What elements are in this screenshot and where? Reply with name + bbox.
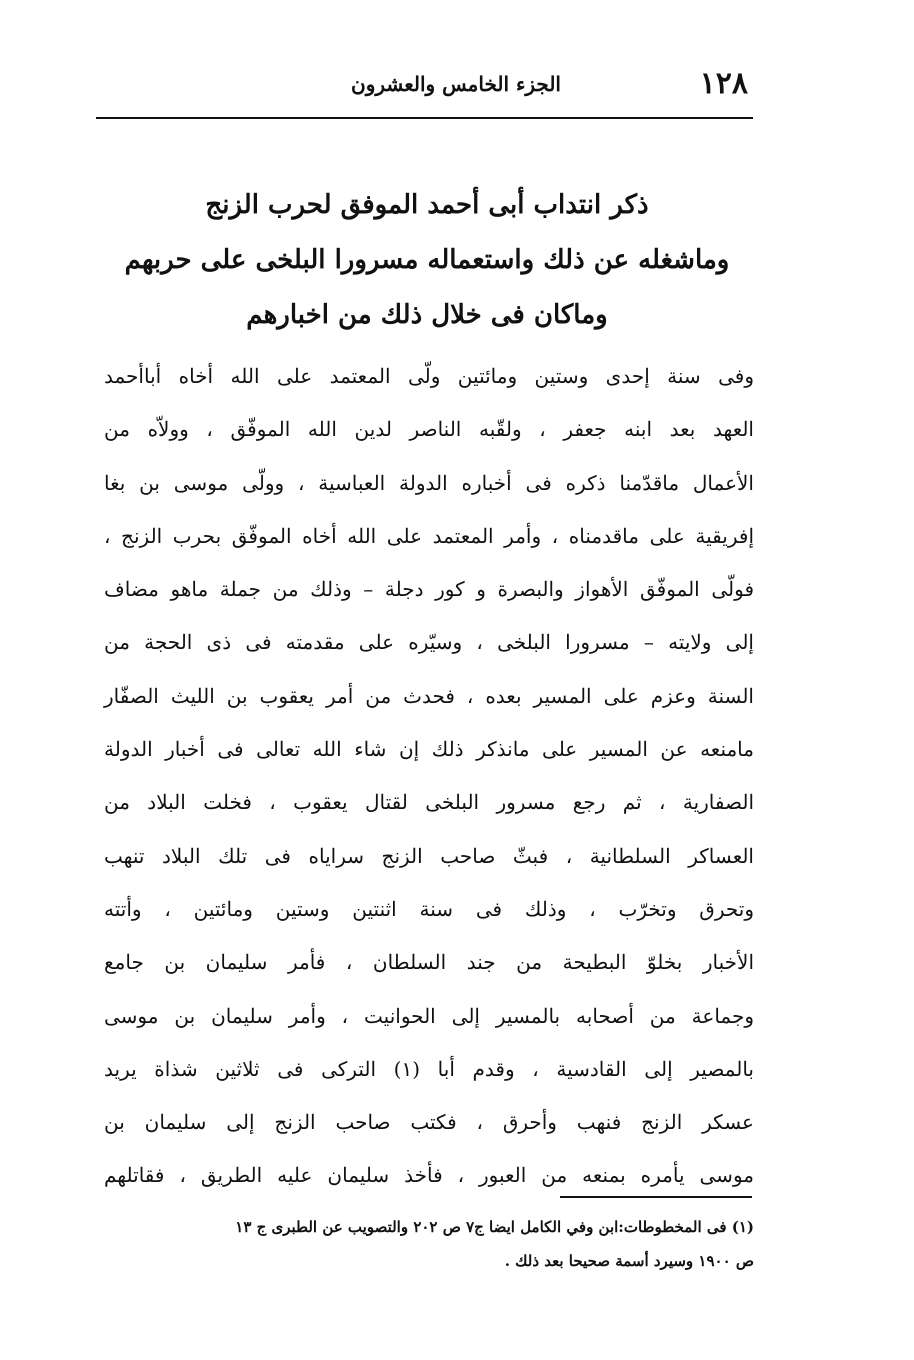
body-line: وفى سنة إحدى وستين ومائتين ولّى المعتمد على الله أخاه أباأحمد xyxy=(104,364,754,388)
body-line: فولّى الموفّق الأهواز والبصرة و كور دجلة – وذلك من جملة ماهو مضاف xyxy=(104,577,754,602)
footnotes xyxy=(104,1210,754,1278)
body-line: وجماعة من أصحابه بالمسير إلى الحوانيت ، وأمر سليمان بن موسى xyxy=(104,1003,754,1028)
body-line: العهد بعد ابنه جعفر ، ولقّبه الناصر لدين الله الموفّق ، وولاّه من xyxy=(104,417,754,442)
body-line: وتحرق وتخرّب ، وذلك فى سنة اثنتين وستين ومائتين ، وأتته xyxy=(104,896,754,921)
footnote-rule xyxy=(560,1196,752,1198)
chapter-title xyxy=(110,178,744,343)
footnote-line: ص ١٩٠٠ وسيرد أسمة صحيحا بعد ذلك . xyxy=(504,1252,754,1270)
running-head xyxy=(96,58,748,108)
body-text xyxy=(104,350,754,1203)
page-number: ١٢٨ xyxy=(699,66,748,101)
body-line: عسكر الزنج فنهب وأحرق ، فكتب صاحب الزنج إلى سليمان بن xyxy=(104,1110,754,1135)
body-line: السنة وعزم على المسير بعده ، فحدث من أمر يعقوب بن الليث الصفّار xyxy=(104,683,754,708)
header-rule xyxy=(96,117,753,119)
body-line: إفريقية على ماقدمناه ، وأمر المعتمد على الله أخاه الموفّق بحرب الزنج ، xyxy=(104,523,754,548)
chapter-title-line: ذكر انتداب أبى أحمد الموفق لحرب الزنج xyxy=(205,190,649,220)
body-line: العساكر السلطانية ، فبثّ صاحب الزنج سراياه فى تلك البلاد تنهب xyxy=(104,843,754,868)
body-line: إلى ولايته – مسرورا البلخى ، وسيّره على مقدمته فى ذى الحجة من xyxy=(104,630,754,655)
running-title: الجزء الخامس والعشرون xyxy=(351,72,561,96)
chapter-title-line: وماشغله عن ذلك واستعماله مسرورا البلخى على حربهم xyxy=(124,245,730,275)
body-line: بالمصير إلى القادسية ، وقدم أبا (١) التركى فى ثلاثين شذاة يريد xyxy=(104,1056,755,1081)
footnote-line: (١) فى المخطوطات:ابن وفي الكامل ايضا ج٧ ص ٢٠٢ والتصويب عن الطبرى ج ١٣ xyxy=(235,1218,754,1236)
body-line: الصفارية ، ثم رجع مسرور البلخى لقتال يعقوب ، فخلت البلاد من xyxy=(104,790,754,815)
body-line: الأخبار بخلوّ البطيحة من جند السلطان ، فأمر سليمان بن جامع xyxy=(104,950,754,975)
body-line: مامنعه عن المسير على مانذكر ذلك إن شاء الله تعالى فى أخبار الدولة xyxy=(104,737,754,762)
chapter-title-line: وماكان فى خلال ذلك من اخبارهم xyxy=(246,300,608,330)
body-line: الأعمال ماقدّمنا ذكره فى أخباره الدولة العباسية ، وولّى موسى بن بغا xyxy=(104,470,754,495)
body-line: موسى يأمره بمنعه من العبور ، فأخذ سليمان عليه الطريق ، فقاتلهم xyxy=(104,1163,754,1188)
